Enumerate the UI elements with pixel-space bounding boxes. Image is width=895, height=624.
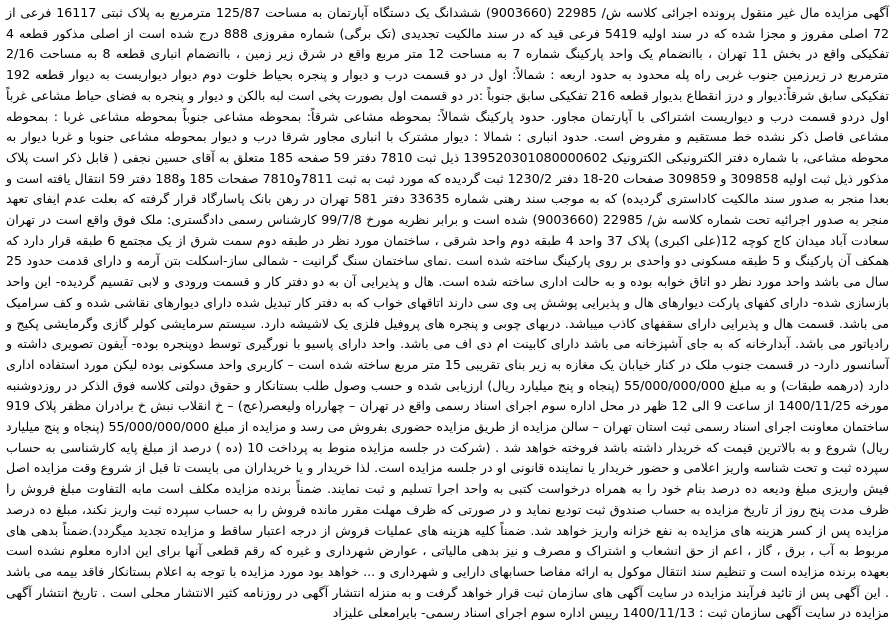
auction-notice-text: آگهی مزایده مال غیر منقول پرونده اجرائی کلاسه ش/ 22985 (9003660) ششدانگ یک دستگاه آپارتمان به مساحت 125/87 مترمربع به پلاک ثبتی 16117 فرعی از 72 اصلی مفروز و مجزا شده که در سند اولیه 5419 فرعی قید که در سند مالکیت تجدیدی (تک برگی) شماره مفروزی 888 درج شده است از اصلی مذکور قطعه 4 تفکیکی واقع در بخش 11 تهران ، باانضمام یک واحد پارکینگ شماره 7 به مساحت 12 متر مربع واقع در شرق زیر زمین ، باانضمام انباری قطعه 8 به مساحت 2/16 مترمربع در زیرزمین جنوب غربی راه پله محدود به حدود اربعه : شمالاً: اول در دو قسمت درب و دیوار و پنجره بحیاط خلوت دوم دیوار دیواریست به دیوار قطعه 192 تفکیکی سابق شرقاً:دیوار و درز انقطاع بدیوار قطعه 216 تفکیکی سابق جنوباً :در دو قسمت اول بصورت پخی است لبه بالکن و دیوار و پنجره به فضای حیاط مشاعی غرباً اول دردو قسمت درب و دیواریست اشتراکی با آپارتمان مجاور. حدود پارکینگ شمالاً: بمحوطه مشاعی شرقاً: بمحوطه مشاعی جنوباً بمحوطه مشاعی غربا : بمحوطه مشاعی فاصل ذکر نشده خط مستقیم و مفروض است. حدود انباری : شمالا : دیوار مشترک با انباری مجاور شرقا درب و دیوار بمحوطه مشاعی جنوبا و غربا دیوار به محوطه مشاعی، با شماره دفتر الکترونیکی الکترونیک 139520301080000602 ذیل ثبت 7810 دفتر 59 صفحه 185 متعلق به آقای حسین نجفی ( قابل ذکر است پلاک مذکور ذیل ثبت اولیه 309858 و 309859 صفحات 20-18 دفتر 1230/2 ثبت گردیده که مورد ثبت به ثبت 7811و7810 صفحات 185 و188 دفتر 59 انتقال یافته است و بعدا منجر به صدور سند مالکیت کاداستری گردیده) که به موجب سند رهنی شماره 33635 دفتر 581 تهران در رهن بانک پاسارگاد قرار گرفته که بعلت عدم ایفای تعهد منجر به صدور اجرائیه تحت شماره کلاسه ش/ 22985 (9003660) شده است و برابر نظریه مورخ 99/7/8 کارشناس رسمی دادگستری: ملک فوق واقع است در تهران سعادت آباد میدان کاج کوچه 12(علی اکبری) پلاک 37 واحد 4 طبقه دوم واحد شرقی ، ساختمان مورد نظر در طبقه دوم سمت شرق از یک مجتمع 6 طبقه قرار دارد که همکف آن پارکینگ و 5 طبقه مسکونی دو واحدی بر روی پارکینگ ساخته شده است .نمای ساختمان سنگ گرانیت - شمالی ساز-اسکلت بتن آرمه و دارای قدمت حدود 25 سال می باشد واحد مورد نظر دو اتاق خوابه بوده و به حالت اداری ساخته شده است. هال و پذیرایی آن به دو دفتر کار و قسمت ورودی و لابی تقسیم گردیده- این واحد بازسازی شده- دارای کفهای پارکت دیوارهای هال و پذیرایی پوشش پی وی سی دارند اتاقهای خواب که به دفتر کار تبدیل شده دارای دیوارهای نقاشی شده و کف سرامیک می باشد. قسمت هال و پذیرایی دارای سقفهای کاذب میباشد. دربهای چوبی و پنجره های پروفیل فلزی یک لاشیشه دارد. سیستم سرمایشی کولر گازی وگرمایشی پکیج و رادیاتور می باشد. آبدارخانه که به جای آشپزخانه می باشد دارای کابینت ام دی اف می باشد. واحد دارای پاسیو با نورگیری توسط دوپنجره بوده- آیفون تصویری داشته و آسانسور دارد- در قسمت جنوب ملک در کنار خیابان یک مغازه به زیر بنای تقریبی 15 متر مربع ساخته شده است – کاربری واحد مسکونی بوده لیکن مورد استفاده اداری دارد (درهمه طبقات) و به مبلغ 55/000/000/000 (پنجاه و پنج میلیارد ریال) ارزیابی شده و حسب وصول طلب بستانکار و حقوق دولتی کلاسه فوق الذکر در روزدوشنبه مورخه 1400/11/25 از ساعت 9 الی 12 ظهر در محل اداره سوم اجرای اسناد رسمی واقع در تهران – چهارراه ولیعصر(عج) – خ انقلاب نبش خ برادران مظفر پلاک 919 ساختمان معاونت اجرای اسناد رسمی ثبت استان تهران – سالن مزایده از طریق مزایده حضوری بفروش می رسد و مزایده از مبلغ 55/000/000/000 (پنجاه و پنج میلیارد ریال) شروع و به بالاترین قیمت که خریدار داشته باشد فروخته خواهد شد . (شرکت در جلسه مزایده منوط به پرداخت 10 (ده ) درصد از مبلغ پایه کارشناسی به حساب سپرده ثبت و تحت شناسه واریز اعلامی و حضور خریدار یا نماینده قانونی او در جلسه مزایده است. لذا خریدار و یا خریداران می بایست تا قبل از شروع وقت مزایده اصل فیش واریزی مبلغ ودیعه ده درصد بنام خود را به همراه درخواست کتبی به واحد اجرا تسلیم و ثبت نمایند. ضمناً برنده مزایده مکلف است مابه التفاوت مبلغ فروش را ظرف مدت پنج روز از تاریخ مزایده به حساب صندوق ثبت تودیع نماید و در صورتی که ظرف مهلت مقرر مانده فروش را به حساب سپرده ثبت واریز نکند، مبلغ ده درصد مزایده پس از کسر هزینه های مزایده به نفع خزانه واریز خواهد شد. ضمناً کلیه هزینه های عملیات فروش از درجه اعتبار ساقط و مزایده تجدید میگردد).ضمناً بدهی های مربوط به آب ، برق ، گاز ، اعم از حق انشعاب و اشتراک و مصرف و نیز بدهی مالیاتی ، عوارض شهرداری و غیره که رقم قطعی آنها برای این اداره معلوم نشده است بعهده برنده مزایده است و تنظیم سند انتقال موکول به ارائه مفاصا حسابهای دارایی و شهرداری و ... خواهد بود مورد مزایده با توجه به اعلام بستانکار فاقد بیمه می باشد . این آگهی پس از تائید فرآیند مزایده در سایت آگهی های سازمان ثبت قرار خواهد گرفت و به منزله انتشار آگهی در روزنامه کثیر الانتشار محلی است . تاریخ انتشار آگهی مزایده در سایت آگهی سازمان ثبت : 1400/11/13 رییس اداره سوم اجرای اسناد رسمی- بایرامعلی علیزاد: [6, 5, 890, 621]
